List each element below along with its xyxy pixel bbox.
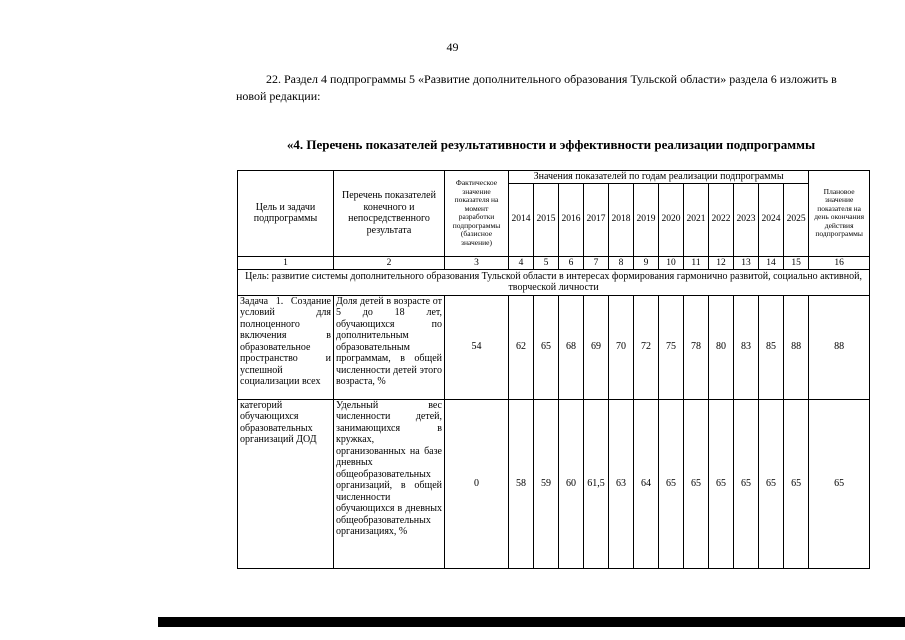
column-number: 2 <box>334 256 445 269</box>
column-number: 15 <box>784 256 809 269</box>
actual-value: 54 <box>445 295 509 399</box>
year-value: 78 <box>684 295 709 399</box>
year-header: 2014 <box>509 183 534 256</box>
year-value: 75 <box>659 295 684 399</box>
year-header: 2017 <box>584 183 609 256</box>
year-value: 80 <box>709 295 734 399</box>
year-value: 69 <box>584 295 609 399</box>
column-number: 10 <box>659 256 684 269</box>
column-number: 4 <box>509 256 534 269</box>
year-header: 2025 <box>784 183 809 256</box>
column-number: 3 <box>445 256 509 269</box>
column-number: 12 <box>709 256 734 269</box>
year-header: 2015 <box>534 183 559 256</box>
intro-text: 22. Раздел 4 подпрограммы 5 «Развитие дополнительного образования Тульской области» раздела 6 изложить в новой редакции: <box>236 72 837 103</box>
year-value: 65 <box>734 399 759 568</box>
intro-paragraph <box>236 71 866 105</box>
header-planned: Плановое значение показателя на день окончания действия подпрограммы <box>809 171 870 257</box>
year-header: 2018 <box>609 183 634 256</box>
year-value: 63 <box>609 399 634 568</box>
year-value: 72 <box>634 295 659 399</box>
column-number: 1 <box>238 256 334 269</box>
planned-value: 65 <box>809 399 870 568</box>
year-header: 2023 <box>734 183 759 256</box>
year-value: 61,5 <box>584 399 609 568</box>
year-header: 2022 <box>709 183 734 256</box>
year-value: 68 <box>559 295 584 399</box>
year-header: 2024 <box>759 183 784 256</box>
indicator-cell: Удельный вес численности детей, занимающихся в кружках, организованных на базе дневных общеобразовательных организаций, в общей численности обучающихся в дневных общеобразовательных организациях, % <box>334 399 445 568</box>
indicators-table <box>237 170 870 569</box>
year-header: 2016 <box>559 183 584 256</box>
section-title: «4. Перечень показателей результативности и эффективности реализации подпрограммы <box>286 137 816 152</box>
column-number: 14 <box>759 256 784 269</box>
column-number: 5 <box>534 256 559 269</box>
header-values-by-year: Значения показателей по годам реализации подпрограммы <box>509 171 809 184</box>
year-value: 65 <box>534 295 559 399</box>
task-cell-continued: категорий обучающихся образовательных организаций ДОД <box>238 399 334 568</box>
column-number: 6 <box>559 256 584 269</box>
header-indicators: Перечень показателей конечного и непосредственного результата <box>334 171 445 257</box>
column-number: 7 <box>584 256 609 269</box>
year-header: 2020 <box>659 183 684 256</box>
header-actual: Фактическое значение показателя на момент разработки подпрограммы (базисное значение) <box>445 171 509 257</box>
year-value: 58 <box>509 399 534 568</box>
column-number: 8 <box>609 256 634 269</box>
year-value: 85 <box>759 295 784 399</box>
year-value: 65 <box>684 399 709 568</box>
year-value: 59 <box>534 399 559 568</box>
year-value: 65 <box>784 399 809 568</box>
year-header: 2021 <box>684 183 709 256</box>
bottom-scan-border <box>158 617 905 627</box>
year-value: 65 <box>709 399 734 568</box>
year-value: 65 <box>659 399 684 568</box>
year-value: 70 <box>609 295 634 399</box>
year-value: 65 <box>759 399 784 568</box>
indicator-cell: Доля детей в возрасте от 5 до 18 лет, обучающихся по дополнительным образовательным программам, в общей численности детей этого возраста, % <box>334 295 445 399</box>
column-number: 13 <box>734 256 759 269</box>
year-value: 62 <box>509 295 534 399</box>
column-number: 16 <box>809 256 870 269</box>
year-header: 2019 <box>634 183 659 256</box>
task-cell: Задача 1. Создание условий для полноценного включения в образовательное пространство и успешной социализации всех <box>238 295 334 399</box>
year-value: 83 <box>734 295 759 399</box>
year-value: 88 <box>784 295 809 399</box>
goal-row: Цель: развитие системы дополнительного образования Тульской области в интересах формирования гармонично развитой, социально активной, творческой личности <box>238 269 870 295</box>
actual-value: 0 <box>445 399 509 568</box>
planned-value: 88 <box>809 295 870 399</box>
year-value: 64 <box>634 399 659 568</box>
page-number: 49 <box>446 40 459 54</box>
column-number: 9 <box>634 256 659 269</box>
year-value: 60 <box>559 399 584 568</box>
header-goal-tasks: Цель и задачи подпрограммы <box>238 171 334 257</box>
column-number: 11 <box>684 256 709 269</box>
